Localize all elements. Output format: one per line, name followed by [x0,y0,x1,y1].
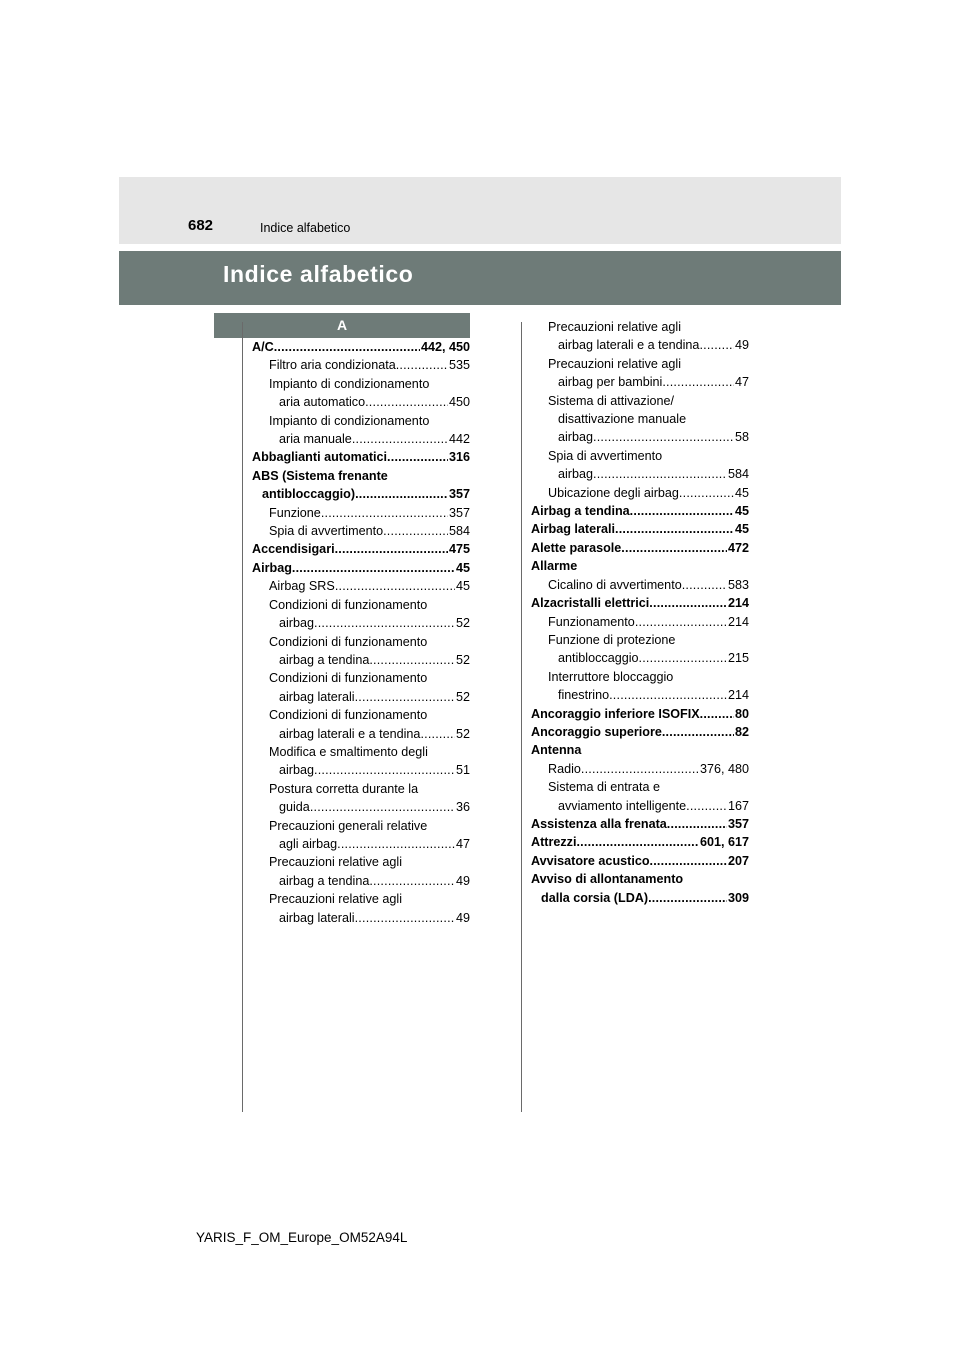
page-reference[interactable]: 80 [734,706,749,721]
index-entry[interactable] [252,743,470,780]
entry-text: Condizioni di funzionamento [269,671,428,686]
index-entry[interactable] [252,633,470,670]
index-entry[interactable] [252,559,470,577]
leader-dots [292,559,455,577]
leader-dots [593,465,727,483]
page-reference[interactable]: 535 [448,358,470,373]
page-reference[interactable]: 45 [734,504,749,519]
title-band [119,251,841,305]
leader-dots [593,428,734,446]
entry-text: Precauzioni relative agli [548,356,682,371]
entry-text: Spia di avvertimento [269,524,384,539]
index-entry[interactable] [252,817,470,854]
leader-dots [621,539,727,557]
leader-dots [355,485,448,503]
entry-text: Accendisigari [252,542,335,557]
leader-dots [420,725,455,743]
index-entry[interactable] [531,447,749,484]
leader-dots [662,373,734,391]
entry-text: Funzione [269,505,321,520]
leader-dots [686,797,727,815]
entry-text: airbag [279,616,315,631]
leader-dots [699,336,734,354]
leader-dots [335,577,455,595]
index-entry[interactable] [531,502,749,520]
entry-text: airbag [279,763,315,778]
leader-dots [365,393,448,411]
index-entry[interactable] [252,890,470,927]
index-entry[interactable] [252,853,470,890]
entry-text: A/C [252,340,274,354]
page-reference[interactable]: 49 [734,338,749,353]
entry-text: aria manuale [279,432,352,447]
entry-text: airbag a tendina [279,652,370,667]
leader-dots [649,594,727,612]
index-entry[interactable] [252,522,470,540]
leader-dots [355,909,455,927]
leader-dots [639,649,727,667]
entry-text: guida [279,800,310,815]
entry-text: Precauzioni relative agli [548,320,682,334]
leader-dots [355,688,455,706]
page-reference[interactable]: 357 [448,487,470,502]
entry-text: Allarme [531,559,578,574]
entry-text: Alette parasole [531,540,622,555]
page-reference[interactable]: 52 [455,689,470,704]
leader-dots [679,484,734,502]
entry-text: Cicalino di avvertimento [548,577,682,592]
leader-dots [581,760,699,778]
entry-text: agli airbag [279,836,338,851]
page-number: 682 [188,217,214,234]
index-entry[interactable] [531,484,749,502]
page-reference[interactable]: 357 [448,505,470,520]
index-column-left [252,338,470,927]
entry-text: Precauzioni generali relative [269,818,428,833]
leader-dots [335,540,448,558]
entry-text: Ancoraggio superiore [531,724,662,739]
page-reference[interactable]: 49 [455,873,470,888]
leader-dots [314,761,455,779]
page-reference[interactable]: 442 [448,432,470,447]
page-reference[interactable]: 450 [448,395,470,410]
leader-dots [337,835,455,853]
entry-text: Attrezzi [531,835,577,850]
entry-text: avviamento intelligente [558,798,687,813]
index-entry[interactable] [252,706,470,743]
column-rule-right [521,322,522,1112]
index-entry[interactable] [531,557,749,575]
leader-dots [321,504,448,522]
leader-dots [615,520,734,538]
page-reference[interactable]: 316 [448,450,470,465]
index-entry[interactable] [252,375,470,412]
page-reference[interactable]: 309 [727,890,749,905]
entry-text: Modifica e smaltimento degli [269,744,428,759]
index-entry[interactable] [531,852,749,870]
leader-dots [396,356,448,374]
entry-text: Impianto di condizionamento [269,376,430,391]
index-entry[interactable] [252,596,470,633]
index-entry[interactable] [252,577,470,595]
entry-text: Condizioni di funzionamento [269,708,428,723]
page-reference[interactable]: 58 [734,430,749,445]
index-entry[interactable] [252,356,470,374]
index-column-right [531,318,749,907]
leader-dots [369,872,455,890]
page-reference[interactable]: 45 [455,560,470,575]
page-reference[interactable]: 583 [727,577,749,592]
entry-text: Antenna [531,743,582,758]
entry-text: Funzione di protezione [548,632,676,647]
letter-heading: A [214,313,470,338]
page-reference[interactable]: 51 [455,763,470,778]
entry-text: Precauzioni relative agli [269,855,403,870]
leader-dots [667,815,727,833]
leader-dots [635,613,727,631]
leader-dots [650,852,727,870]
page-reference[interactable]: 475 [448,542,470,557]
leader-dots [352,430,448,448]
index-entry[interactable] [531,318,749,355]
page-reference[interactable]: 82 [734,724,749,739]
entry-text: airbag per bambini [558,375,663,390]
index-entry[interactable] [531,594,749,612]
index-entry[interactable] [252,540,470,558]
index-entry[interactable] [531,539,749,557]
leader-dots [369,651,455,669]
entry-text: dalla corsia (LDA) [541,890,649,905]
index-entry[interactable] [531,760,749,778]
index-entry[interactable] [531,613,749,631]
leader-dots [383,522,448,540]
index-entry[interactable] [531,668,749,705]
entry-text: Airbag laterali [531,522,615,537]
page-reference[interactable]: 214 [727,688,749,703]
index-entry[interactable] [252,338,470,356]
index-entry[interactable] [252,780,470,817]
index-entry[interactable] [531,520,749,538]
entry-text: Abbaglianti automatici [252,450,388,465]
index-entry[interactable] [252,669,470,706]
page-title: Indice alfabetico [223,261,414,287]
entry-text: Avviso di allontanamento [531,872,684,887]
page-reference[interactable]: 52 [455,652,470,667]
entry-text: aria automatico [279,395,366,410]
entry-text: Impianto di condizionamento [269,413,430,428]
page-reference[interactable]: 167 [727,798,749,813]
page-reference[interactable]: 52 [455,726,470,741]
entry-text: Precauzioni relative agli [269,892,403,907]
page-reference[interactable]: 47 [734,375,749,390]
page-reference[interactable]: 215 [727,651,749,666]
entry-text: finestrino [558,688,610,703]
leader-dots [310,798,455,816]
entry-text: airbag laterali [279,689,355,704]
page-reference[interactable]: 214 [727,596,749,611]
entry-text: ABS (Sistema frenante [252,468,388,483]
entry-text: Airbag [252,560,292,575]
document-code: YARIS_F_OM_Europe_OM52A94L [196,1230,408,1245]
entry-text: airbag laterali [279,910,355,925]
entry-text: Funzionamento [548,614,635,629]
index-entry[interactable] [531,833,749,851]
entry-text: Sistema di entrata e [548,780,661,795]
index-entry[interactable] [531,723,749,741]
entry-text: Postura corretta durante la [269,781,419,796]
entry-text: Spia di avvertimento [548,448,663,463]
leader-dots [387,448,448,466]
index-entry[interactable] [531,778,749,815]
page-reference[interactable]: 601, 617 [699,835,749,850]
entry-text: Interruttore bloccaggio [548,669,674,684]
leader-dots [682,576,727,594]
column-rule-left [242,322,243,1112]
leader-dots [662,723,734,741]
index-entry[interactable] [252,448,470,466]
index-entry[interactable] [531,870,749,907]
entry-text: Condizioni di funzionamento [269,597,428,612]
entry-text: antibloccaggio [558,651,639,666]
page-reference[interactable]: 207 [727,853,749,868]
entry-text: Ancoraggio inferiore ISOFIX [531,706,700,721]
entry-text: airbag a tendina [279,873,370,888]
entry-text: Filtro aria condizionata [269,358,396,373]
index-entry[interactable] [531,631,749,668]
index-entry[interactable] [531,741,749,759]
leader-dots [700,705,734,723]
entry-text: airbag laterali e a tendina [279,726,421,741]
page-reference[interactable]: 49 [455,910,470,925]
index-entry[interactable] [531,576,749,594]
page-reference[interactable]: 584 [727,467,749,482]
entry-text: Condizioni di funzionamento [269,634,428,649]
entry-text: disattivazione manuale [558,412,687,427]
index-entry[interactable] [252,412,470,449]
page-reference[interactable]: 472 [727,540,749,555]
leader-dots [576,833,698,851]
entry-text: Avvisatore acustico [531,853,650,868]
index-entry[interactable] [531,705,749,723]
entry-text: airbag [558,430,594,445]
page-reference[interactable]: 214 [727,614,749,629]
entry-text: airbag [558,467,594,482]
leader-dots [648,889,727,907]
page-reference[interactable]: 45 [734,485,749,500]
page-reference[interactable]: 584 [448,524,470,539]
index-entry[interactable] [252,467,470,504]
entry-text: Ubicazione degli airbag [548,485,679,500]
index-entry[interactable] [252,504,470,522]
entry-text: Sistema di attivazione/ [548,393,674,408]
entry-text: antibloccaggio) [262,487,356,502]
page-reference[interactable]: 47 [455,836,470,851]
index-entry[interactable] [531,392,749,447]
entry-text: airbag laterali e a tendina [558,338,700,353]
entry-text: Alzacristalli elettrici [531,596,650,611]
index-entry[interactable] [531,815,749,833]
page-reference[interactable]: 45 [734,522,749,537]
entry-text: Airbag a tendina [531,504,630,519]
page-reference[interactable]: 36 [455,800,470,815]
entry-text: Radio [548,761,581,776]
leader-dots [274,338,420,356]
page-reference[interactable]: 442, 450 [420,340,470,354]
running-header: Indice alfabetico [260,221,351,235]
entry-text: Assistenza alla frenata [531,816,667,831]
entry-text: Airbag SRS [269,579,335,594]
index-entry[interactable] [531,355,749,392]
page-reference[interactable]: 376, 480 [699,761,749,776]
page-reference[interactable]: 357 [727,816,749,831]
leader-dots [609,686,727,704]
leader-dots [630,502,734,520]
page-reference[interactable]: 52 [455,616,470,631]
page-reference[interactable]: 45 [455,579,470,594]
header-band [119,177,841,244]
leader-dots [314,614,455,632]
